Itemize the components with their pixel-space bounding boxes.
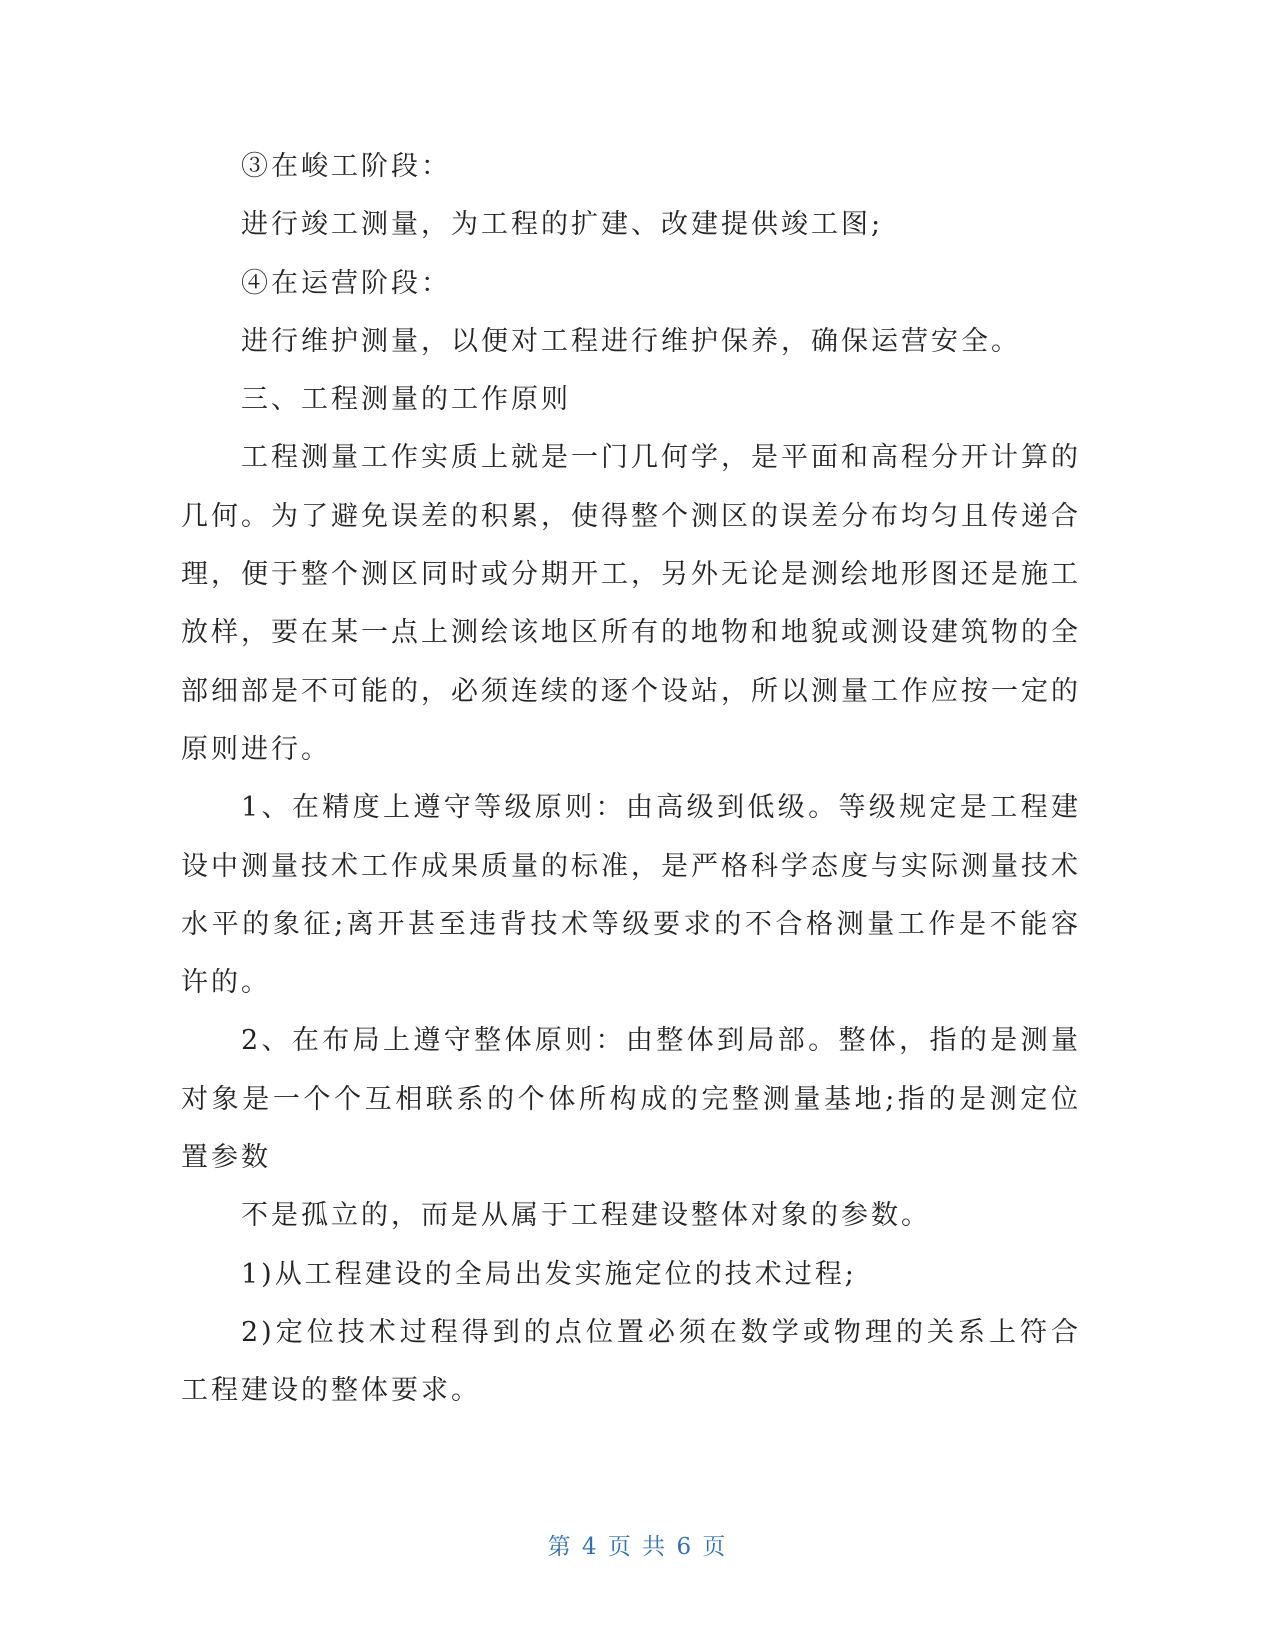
page-number-footer: 第 4 页 共 6 页 (547, 1534, 728, 1560)
list-item-1: 1)从工程建设的全局出发实施定位的技术过程; (241, 1258, 857, 1290)
paragraph-principle-precision: 1、在精度上遵守等级原则：由高级到低级。等级规定是工程建设中测量技术工作成果质量的标准，是严格科学态度与实际测量技术水平的象征;离开甚至违背技术等级要求的不合格测量工作是不能容许的。 (181, 792, 1081, 999)
section-heading-principles: 三、工程测量的工作原则 (241, 384, 571, 416)
list-item-2: 2)定位技术过程得到的点位置必须在数学或物理的关系上符合工程建设的整体要求。 (181, 1316, 1081, 1407)
paragraph-stage-completion-heading: ③在峻工阶段： (241, 151, 451, 182)
paragraph-stage-operation-text: 进行维护测量，以便对工程进行维护保养，确保运营安全。 (241, 325, 1021, 357)
paragraph-principle-layout-continued: 不是孤立的，而是从属于工程建设整体对象的参数。 (241, 1200, 931, 1232)
paragraph-stage-operation-heading: ④在运营阶段： (241, 267, 451, 299)
paragraph-stage-completion-text: 进行竣工测量，为工程的扩建、改建提供竣工图; (241, 209, 884, 241)
paragraph-principles-intro: 工程测量工作实质上就是一门几何学，是平面和高程分开计算的几何。为了避免误差的积累，使得整个测区的误差分布均匀且传递合理，便于整个测区同时或分期开工，另外无论是测绘地形图还是施工放样，要在某一点上测绘该地区所有的地物和地貌或测设建筑物的全部细部是不可能的，必须连续的逐个设站，所以测量工作应按一定的原则进行。 (181, 442, 1081, 765)
document-body (181, 138, 1081, 1421)
paragraph-principle-layout: 2、在布局上遵守整体原则：由整体到局部。整体，指的是测量对象是一个个互相联系的个体所构成的完整测量基地;指的是测定位置参数 (181, 1025, 1081, 1174)
